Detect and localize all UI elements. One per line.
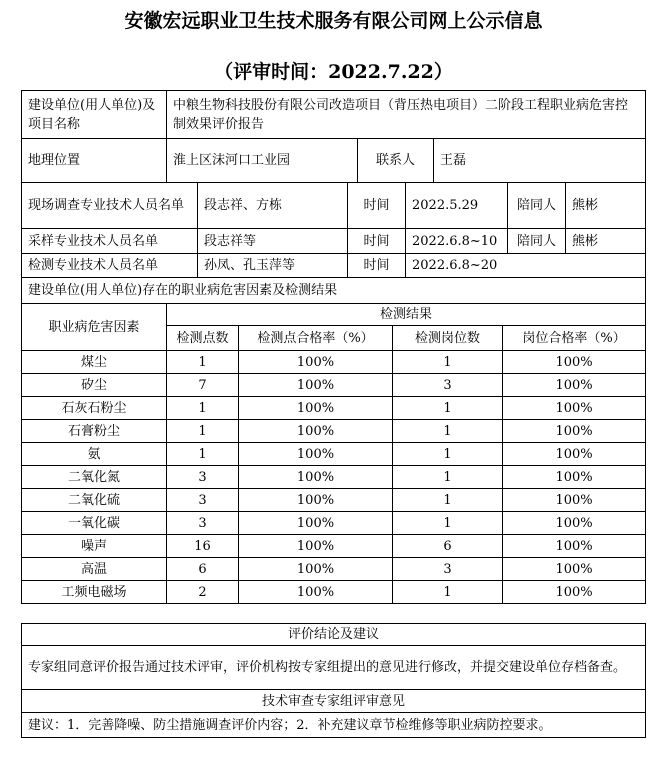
posts-cell: 1 <box>393 489 503 512</box>
factor-cell: 矽尘 <box>22 374 167 397</box>
contact-value: 王磊 <box>434 139 646 183</box>
point-rate-cell: 100% <box>239 351 393 374</box>
point-rate-cell: 100% <box>239 489 393 512</box>
post-rate-cell: 100% <box>503 374 646 397</box>
conclusion-table <box>21 623 646 738</box>
posts-cell: 1 <box>393 420 503 443</box>
location-label: 地理位置 <box>22 139 167 183</box>
factor-cell: 石灰石粉尘 <box>22 397 167 420</box>
col-post-rate-header: 岗位合格率（%） <box>503 326 646 351</box>
table-row <box>22 489 646 512</box>
review-date: （评审时间：2022.7.22） <box>214 61 453 83</box>
col-points-header: 检测点数 <box>167 326 239 351</box>
sampling-escort: 熊彬 <box>566 229 646 254</box>
point-rate-cell: 100% <box>239 512 393 535</box>
testing-time: 2022.6.8~20 <box>406 254 646 278</box>
post-rate-cell: 100% <box>503 581 646 604</box>
results-section-title: 建设单位(用人单位)存在的职业病危害因素及检测结果 <box>22 278 646 304</box>
table-row <box>22 374 646 397</box>
post-rate-cell: 100% <box>503 397 646 420</box>
sampling-value: 段志祥等 <box>198 229 348 254</box>
factor-cell: 氨 <box>22 443 167 466</box>
post-rate-cell: 100% <box>503 466 646 489</box>
survey-time-label: 时间 <box>348 183 406 229</box>
survey-escort-label: 陪同人 <box>508 183 566 229</box>
point-rate-cell: 100% <box>239 374 393 397</box>
conclusion-text: 专家组同意评价报告通过技术评审，评价机构按专家组提出的意见进行修改，并提交建设单位存档备查。 <box>22 646 646 690</box>
posts-cell: 3 <box>393 374 503 397</box>
table-row <box>22 535 646 558</box>
post-rate-cell: 100% <box>503 489 646 512</box>
factor-cell: 二氧化硫 <box>22 489 167 512</box>
testing-value: 孙凤、孔玉萍等 <box>198 254 348 278</box>
posts-cell: 1 <box>393 512 503 535</box>
survey-escort: 熊彬 <box>566 183 646 229</box>
table-row <box>22 558 646 581</box>
result-group-header: 检测结果 <box>167 304 646 326</box>
sampling-time-label: 时间 <box>348 229 406 254</box>
point-rate-cell: 100% <box>239 443 393 466</box>
points-cell: 1 <box>167 397 239 420</box>
post-rate-cell: 100% <box>503 420 646 443</box>
points-cell: 1 <box>167 420 239 443</box>
factor-cell: 一氧化碳 <box>22 512 167 535</box>
factor-cell: 高温 <box>22 558 167 581</box>
points-cell: 3 <box>167 512 239 535</box>
points-cell: 2 <box>167 581 239 604</box>
conclusion-title: 评价结论及建议 <box>22 624 646 646</box>
posts-cell: 1 <box>393 466 503 489</box>
unit-label: 建设单位(用人单位)及项目名称 <box>22 91 167 139</box>
survey-time: 2022.5.29 <box>406 183 508 229</box>
points-cell: 1 <box>167 351 239 374</box>
posts-cell: 3 <box>393 558 503 581</box>
point-rate-cell: 100% <box>239 558 393 581</box>
expert-text: 建议：1．完善降噪、防尘措施调查评价内容；2．补充建议章节检维修等职业病防控要求。 <box>22 713 646 738</box>
table-row <box>22 397 646 420</box>
results-table <box>21 277 646 604</box>
point-rate-cell: 100% <box>239 397 393 420</box>
table-row <box>22 466 646 489</box>
posts-cell: 6 <box>393 535 503 558</box>
point-rate-cell: 100% <box>239 466 393 489</box>
points-cell: 16 <box>167 535 239 558</box>
point-rate-cell: 100% <box>239 420 393 443</box>
post-rate-cell: 100% <box>503 535 646 558</box>
survey-value: 段志祥、方栋 <box>198 183 348 229</box>
sampling-time: 2022.6.8~10 <box>406 229 508 254</box>
factor-cell: 工频电磁场 <box>22 581 167 604</box>
col-posts-header: 检测岗位数 <box>393 326 503 351</box>
main-table <box>21 182 646 278</box>
factor-header: 职业病危害因素 <box>22 304 167 351</box>
survey-label: 现场调查专业技术人员名单 <box>22 183 198 229</box>
unit-value: 中粮生物科技股份有限公司改造项目（背压热电项目）二阶段工程职业病危害控制效果评价报告 <box>167 91 646 139</box>
post-rate-cell: 100% <box>503 351 646 374</box>
factor-cell: 煤尘 <box>22 351 167 374</box>
sampling-label: 采样专业技术人员名单 <box>22 229 198 254</box>
points-cell: 1 <box>167 443 239 466</box>
expert-title: 技术审查专家组评审意见 <box>22 690 646 713</box>
point-rate-cell: 100% <box>239 535 393 558</box>
publicity-table <box>21 90 646 183</box>
testing-label: 检测专业技术人员名单 <box>22 254 198 278</box>
location-value: 淮上区沫河口工业园 <box>167 139 358 183</box>
posts-cell: 1 <box>393 581 503 604</box>
posts-cell: 1 <box>393 443 503 466</box>
post-rate-cell: 100% <box>503 558 646 581</box>
factor-cell: 石膏粉尘 <box>22 420 167 443</box>
factor-cell: 噪声 <box>22 535 167 558</box>
posts-cell: 1 <box>393 397 503 420</box>
table-row <box>22 581 646 604</box>
points-cell: 3 <box>167 466 239 489</box>
table-row <box>22 512 646 535</box>
factor-cell: 二氧化氮 <box>22 466 167 489</box>
points-cell: 7 <box>167 374 239 397</box>
table-row <box>22 351 646 374</box>
post-rate-cell: 100% <box>503 512 646 535</box>
points-cell: 6 <box>167 558 239 581</box>
testing-time-label: 时间 <box>348 254 406 278</box>
table-row <box>22 420 646 443</box>
page-title: 安徽宏远职业卫生技术服务有限公司网上公示信息 <box>124 10 543 32</box>
post-rate-cell: 100% <box>503 443 646 466</box>
contact-label: 联系人 <box>358 139 434 183</box>
posts-cell: 1 <box>393 351 503 374</box>
sampling-escort-label: 陪同人 <box>508 229 566 254</box>
point-rate-cell: 100% <box>239 581 393 604</box>
col-point-rate-header: 检测点合格率（%） <box>239 326 393 351</box>
points-cell: 3 <box>167 489 239 512</box>
table-row <box>22 443 646 466</box>
